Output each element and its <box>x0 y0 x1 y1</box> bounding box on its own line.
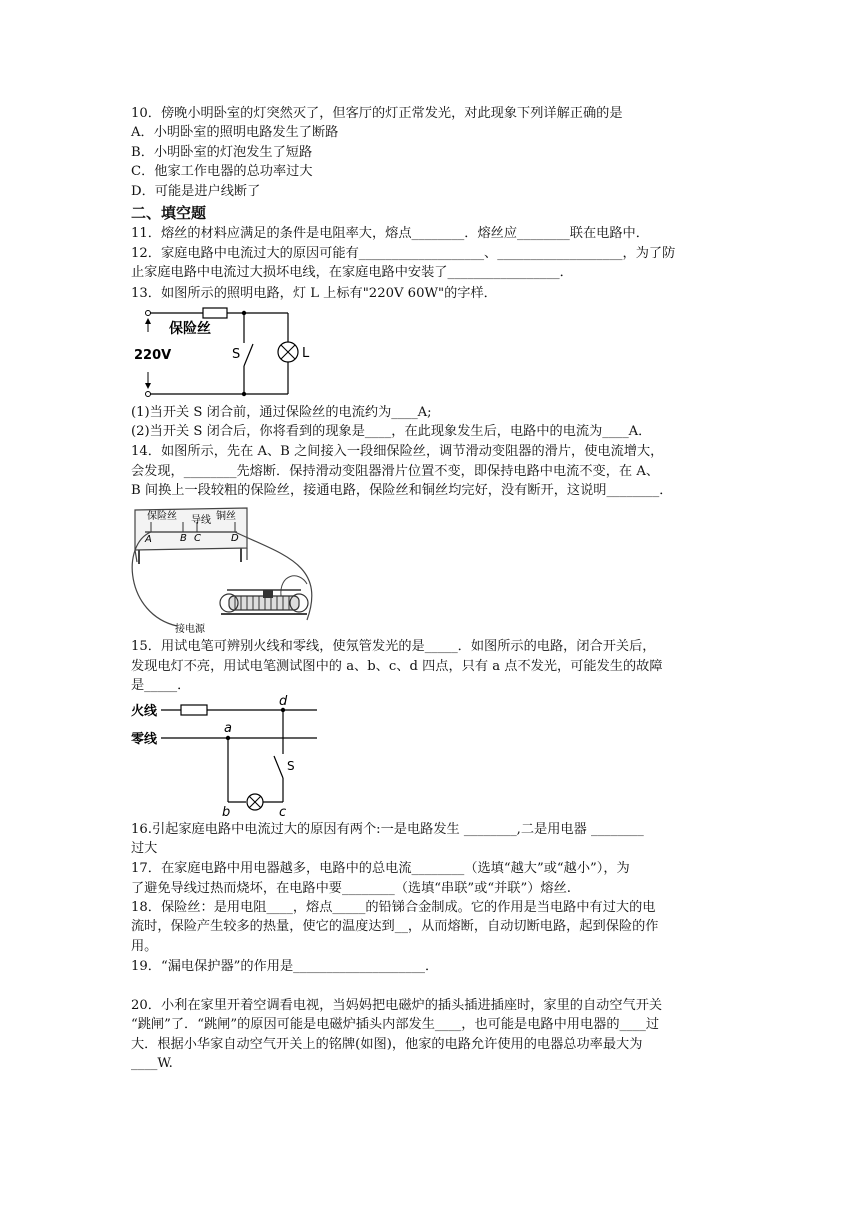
q15-fuse <box>181 705 207 715</box>
q13-circuit-diagram <box>131 306 310 398</box>
q14-copper-label: 铜丝 <box>216 511 236 522</box>
section-heading: 二、填空题 <box>131 204 207 222</box>
q14-wire-label: 导线 <box>191 515 211 526</box>
q13-part2: (2)当开关 S 闭合后，你将看到的现象是____，在此现象发生后，电路中的电流为____A． <box>131 424 652 439</box>
q12-line1: 12．家庭电路中电流过大的原因可能有___________________、___________________，为了防 <box>131 246 676 261</box>
point-a-label: A <box>145 534 152 545</box>
point-b-label: B <box>180 533 187 544</box>
voltage-label: 220V <box>134 348 172 363</box>
q14-fuse-label: 保险丝 <box>147 511 177 522</box>
point-d: d <box>279 694 288 709</box>
q20-line2: “跳闸”了．“跳闸”的原因可能是电磁炉插头内部发生____，也可能是电路中用电器的____过 <box>131 1017 660 1032</box>
q19: 19．“漏电保护器”的作用是____________________． <box>131 959 439 974</box>
q16-line1: 16.引起家庭电路中电流过大的原因有两个:一是电路发生 ________,二是用电器 ________ <box>131 822 644 837</box>
q15-switch-blade <box>274 756 283 778</box>
point-d-label: D <box>231 533 239 544</box>
fuse-label: 保险丝 <box>169 321 211 337</box>
fuse-symbol <box>203 308 227 318</box>
q15-line1: 15．用试电笔可辨别火线和零线，使氖管发光的是_____．如图所示的电路，闭合开关后， <box>131 639 656 654</box>
q14-line3: B 间换上一段较粗的保险丝，接通电路，保险丝和铜丝均完好，没有断开，这说明________． <box>131 483 673 498</box>
power-label: 接电源 <box>175 624 205 635</box>
q10-stem: 10．傍晚小明卧室的灯突然灭了，但客厅的灯正常发光，对此现象下列详解正确的是 <box>131 106 623 121</box>
switch-label: S <box>232 347 241 362</box>
q17-line1: 17．在家庭电路中用电器越多，电路中的总电流________（选填“越大”或“越小”），为 <box>131 861 630 876</box>
q10-option-a: A．小明卧室的照明电路发生了断路 <box>131 125 339 140</box>
q17-line2: 了避免导线过热而烧坏，在电路中要________（选填“串联”或“并联”）熔丝. <box>131 881 571 896</box>
point-a: a <box>224 721 232 736</box>
switch-blade <box>244 344 253 366</box>
q10-option-b: B．小明卧室的灯泡发生了短路 <box>131 145 313 160</box>
q20-line1: 20．小利在家里开着空调看电视，当妈妈把电磁炉的插头插进插座时，家里的自动空气开关 <box>131 998 663 1013</box>
q11: 11．熔丝的材料应满足的条件是电阻率大，熔点________．熔丝应________联在电路中． <box>131 226 649 241</box>
q15-circuit-diagram <box>131 696 321 818</box>
q15-line2: 发现电灯不亮，用试电笔测试图中的 a、b、c、d 四点，只有 a 点不发光，可能发生的故障 <box>131 659 663 674</box>
q14-apparatus-figure <box>131 504 321 636</box>
q16-line2: 过大 <box>131 841 158 856</box>
q12-line2: 止家庭电路中电流过大损坏电线，在家庭电路中安装了_________________． <box>131 265 573 280</box>
point-c-label: C <box>194 533 201 544</box>
q18-line1: 18．保险丝：是用电阻____，熔点_____的铅锑合金制成。它的作用是当电路中有过大的电 <box>131 900 656 915</box>
neutral-wire-label: 零线 <box>131 732 158 747</box>
switch-s: S <box>287 759 295 773</box>
point-c: c <box>279 805 287 820</box>
q14-line2: 会发现，________先熔断．保持滑动变阻器滑片位置不变，即保持电路中电流不变，在 A、 <box>131 464 660 479</box>
q13-stem: 13．如图所示的照明电路，灯 L 上标有"220V 60W"的字样． <box>131 286 497 301</box>
live-wire-label: 火线 <box>131 704 158 719</box>
q20-line4: ____W. <box>131 1056 173 1071</box>
q10-option-d: D．可能是进户线断了 <box>131 184 261 199</box>
q13-part1: (1)当开关 S 闭合前，通过保险丝的电流约为____A; <box>131 405 432 420</box>
q10-option-c: C．他家工作电器的总功率过大 <box>131 164 313 179</box>
point-b: b <box>222 805 231 820</box>
q20-line3: 大．根据小华家自动空气开关上的铭牌(如图)，他家的电路允许使用的电器总功率最大为 <box>131 1037 643 1052</box>
lamp-label: L <box>302 346 310 361</box>
q14-line1: 14．如图所示，先在 A、B 之间接入一段细保险丝，调节滑动变阻器的滑片，使电流增大， <box>131 444 664 459</box>
q15-line3: 是_____． <box>131 678 191 693</box>
q18-line3: 用。 <box>131 939 158 954</box>
q18-line2: 流时，保险产生较多的热量，使它的温度达到__，从而熔断，自动切断电路，起到保险的作 <box>131 919 659 934</box>
